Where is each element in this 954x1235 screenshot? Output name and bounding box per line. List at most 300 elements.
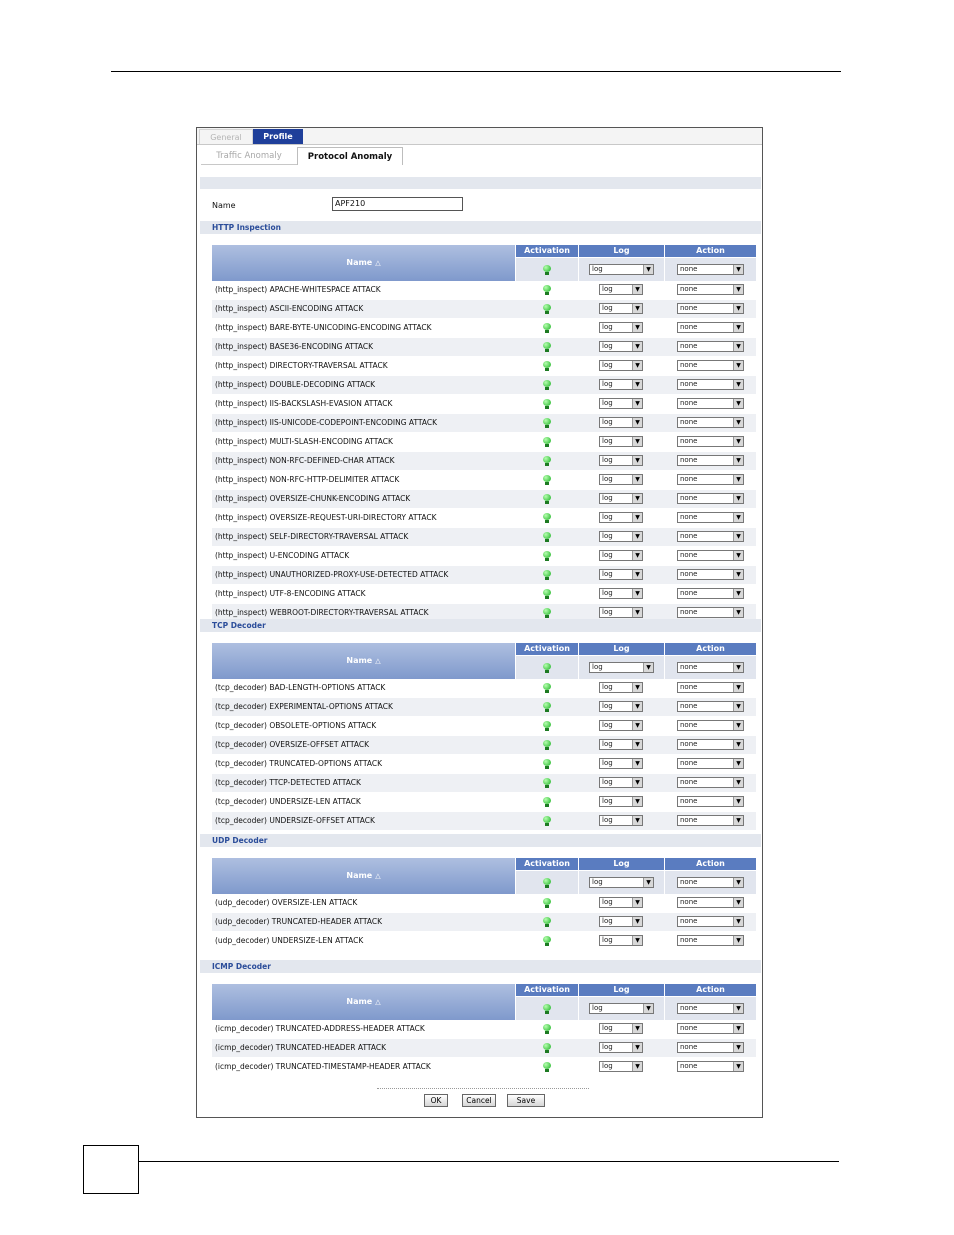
save-button[interactable]: Save (507, 1094, 545, 1107)
action-select[interactable] (677, 284, 744, 295)
log-select[interactable] (599, 607, 643, 618)
log-select-value: log (602, 361, 613, 369)
table-row (212, 774, 756, 793)
ok-button[interactable]: OK (424, 1094, 448, 1107)
chevron-down-icon[interactable]: ▼ (632, 917, 642, 926)
action-select-value: none (680, 342, 698, 350)
action-select[interactable] (677, 758, 744, 769)
action-select[interactable] (677, 607, 744, 618)
chevron-down-icon[interactable]: ▼ (632, 740, 642, 749)
log-select-value: log (602, 936, 613, 944)
table-row (212, 528, 756, 547)
action-all-select[interactable] (677, 662, 744, 673)
log-select[interactable] (599, 739, 643, 750)
activation-icon[interactable] (543, 589, 551, 599)
attack-name: (http_inspect) IIS-BACKSLASH-EVASION ATTACK (215, 399, 393, 408)
action-select[interactable] (677, 916, 744, 927)
bulb-glass (543, 380, 551, 387)
chevron-down-icon[interactable]: ▼ (632, 532, 642, 541)
log-select-value: log (602, 721, 613, 729)
log-select[interactable] (599, 777, 643, 788)
tab-traffic-anomaly[interactable]: Traffic Anomaly (201, 147, 297, 165)
action-all-select[interactable] (677, 264, 744, 275)
log-select-value: log (602, 570, 613, 578)
column-header-name[interactable] (212, 858, 515, 894)
log-select[interactable] (599, 897, 643, 908)
chevron-down-icon[interactable]: ▼ (733, 475, 743, 484)
tab-protocol-anomaly[interactable]: Protocol Anomaly (297, 147, 403, 165)
chevron-down-icon[interactable]: ▼ (632, 304, 642, 313)
section-title: HTTP Inspection (200, 221, 761, 234)
activation-icon[interactable] (543, 1004, 551, 1014)
chevron-down-icon[interactable]: ▼ (643, 663, 653, 672)
log-select[interactable] (599, 398, 643, 409)
log-select[interactable] (599, 474, 643, 485)
activation-icon[interactable] (543, 265, 551, 275)
chevron-down-icon[interactable]: ▼ (733, 1004, 743, 1013)
chevron-down-icon[interactable]: ▼ (632, 608, 642, 617)
action-select[interactable] (677, 796, 744, 807)
attack-name: (tcp_decoder) BAD-LENGTH-OPTIONS ATTACK (215, 683, 386, 692)
table-row (212, 509, 756, 528)
action-select[interactable] (677, 455, 744, 466)
log-select[interactable] (599, 284, 643, 295)
chevron-down-icon[interactable]: ▼ (632, 797, 642, 806)
activation-icon[interactable] (543, 721, 551, 731)
activation-icon[interactable] (543, 683, 551, 693)
bulb-glass (543, 759, 551, 766)
table-row (212, 414, 756, 433)
log-select-value: log (602, 759, 613, 767)
action-select-value: none (680, 608, 698, 616)
chevron-down-icon[interactable]: ▼ (733, 683, 743, 692)
attack-name: (http_inspect) NON-RFC-DEFINED-CHAR ATTACK (215, 456, 395, 465)
sort-ascending-icon[interactable]: △ (375, 872, 381, 880)
chevron-down-icon[interactable]: ▼ (733, 304, 743, 313)
attack-name: (tcp_decoder) OVERSIZE-OFFSET ATTACK (215, 740, 369, 749)
attack-name: (tcp_decoder) TTCP-DETECTED ATTACK (215, 778, 361, 787)
chevron-down-icon[interactable]: ▼ (632, 551, 642, 560)
activation-icon[interactable] (543, 494, 551, 504)
action-select-value: none (680, 1062, 698, 1070)
log-select[interactable] (599, 1042, 643, 1053)
activation-icon[interactable] (543, 418, 551, 428)
chevron-down-icon[interactable]: ▼ (733, 759, 743, 768)
bulb-base (545, 823, 549, 826)
attack-name: (http_inspect) NON-RFC-HTTP-DELIMITER ATTACK (215, 475, 400, 484)
chevron-down-icon[interactable]: ▼ (632, 418, 642, 427)
activation-icon[interactable] (543, 778, 551, 788)
chevron-down-icon[interactable]: ▼ (643, 1004, 653, 1013)
activation-icon[interactable] (543, 380, 551, 390)
chevron-down-icon[interactable]: ▼ (733, 589, 743, 598)
action-select[interactable] (677, 398, 744, 409)
activation-icon[interactable] (543, 1062, 551, 1072)
bulb-glass (543, 1062, 551, 1069)
attack-name: (tcp_decoder) EXPERIMENTAL-OPTIONS ATTACK (215, 702, 393, 711)
chevron-down-icon[interactable]: ▼ (733, 342, 743, 351)
chevron-down-icon[interactable]: ▼ (733, 570, 743, 579)
log-select[interactable] (599, 417, 643, 428)
log-select[interactable] (599, 569, 643, 580)
chevron-down-icon[interactable]: ▼ (733, 513, 743, 522)
chevron-down-icon[interactable]: ▼ (632, 323, 642, 332)
activation-icon[interactable] (543, 1024, 551, 1034)
log-select-value: log (602, 1024, 613, 1032)
chevron-down-icon[interactable]: ▼ (632, 683, 642, 692)
log-select[interactable] (599, 303, 643, 314)
bulb-base (545, 539, 549, 542)
chevron-down-icon[interactable]: ▼ (733, 1062, 743, 1071)
cancel-button[interactable]: Cancel (462, 1094, 496, 1107)
chevron-down-icon[interactable]: ▼ (643, 878, 653, 887)
table-row (212, 717, 756, 736)
chevron-down-icon[interactable]: ▼ (632, 437, 642, 446)
column-header-log: Log (579, 643, 664, 655)
action-select-value: none (680, 456, 698, 464)
activation-icon[interactable] (543, 513, 551, 523)
attack-name: (http_inspect) APACHE-WHITESPACE ATTACK (215, 285, 381, 294)
sub-tab-bar (197, 147, 762, 165)
bulb-glass (543, 494, 551, 501)
log-all-select[interactable] (589, 264, 654, 275)
chevron-down-icon[interactable]: ▼ (632, 494, 642, 503)
chevron-down-icon[interactable]: ▼ (733, 285, 743, 294)
log-select[interactable] (599, 796, 643, 807)
table-row (212, 490, 756, 509)
chevron-down-icon[interactable]: ▼ (632, 721, 642, 730)
activation-icon[interactable] (543, 797, 551, 807)
action-select-value: none (680, 437, 698, 445)
chevron-down-icon[interactable]: ▼ (733, 608, 743, 617)
log-all-select[interactable] (589, 877, 654, 888)
log-select-value: log (602, 608, 613, 616)
column-header-name[interactable] (212, 643, 515, 679)
log-select[interactable] (599, 531, 643, 542)
column-header-name[interactable] (212, 245, 515, 281)
log-select-value: log (602, 740, 613, 748)
table-row (212, 376, 756, 395)
general-section-band (200, 177, 761, 189)
table-row (212, 913, 756, 932)
activation-icon[interactable] (543, 1043, 551, 1053)
log-select-value: log (602, 1043, 613, 1051)
bulb-base (545, 1031, 549, 1034)
activation-icon[interactable] (543, 608, 551, 618)
table-row (212, 698, 756, 717)
column-header-name[interactable] (212, 984, 515, 1020)
column-header-activation: Activation (516, 858, 578, 870)
chevron-down-icon[interactable]: ▼ (632, 778, 642, 787)
bulb-glass (543, 399, 551, 406)
table-row (212, 547, 756, 566)
action-select[interactable] (677, 436, 744, 447)
action-select[interactable] (677, 739, 744, 750)
chevron-down-icon[interactable]: ▼ (733, 399, 743, 408)
activation-icon[interactable] (543, 759, 551, 769)
attack-name: (udp_decoder) TRUNCATED-HEADER ATTACK (215, 917, 383, 926)
chevron-down-icon[interactable]: ▼ (733, 917, 743, 926)
action-select[interactable] (677, 777, 744, 788)
action-select[interactable] (677, 1023, 744, 1034)
activation-icon[interactable] (543, 917, 551, 927)
activation-icon[interactable] (543, 936, 551, 946)
action-select-value: none (680, 1043, 698, 1051)
action-select[interactable] (677, 303, 744, 314)
log-select[interactable] (599, 588, 643, 599)
activation-icon[interactable] (543, 475, 551, 485)
action-all-select[interactable] (677, 1003, 744, 1014)
bulb-base (545, 292, 549, 295)
action-select[interactable] (677, 701, 744, 712)
log-select-value: log (602, 456, 613, 464)
chevron-down-icon[interactable]: ▼ (632, 1062, 642, 1071)
bulb-base (545, 349, 549, 352)
chevron-down-icon[interactable]: ▼ (632, 1043, 642, 1052)
action-select-value: none (680, 797, 698, 805)
chevron-down-icon[interactable]: ▼ (632, 1024, 642, 1033)
bulb-base (545, 690, 549, 693)
attack-name: (http_inspect) IIS-UNICODE-CODEPOINT-ENCODING ATTACK (215, 418, 438, 427)
log-select[interactable] (599, 701, 643, 712)
bulb-glass (543, 1004, 551, 1011)
chevron-down-icon[interactable]: ▼ (733, 361, 743, 370)
chevron-down-icon[interactable]: ▼ (632, 816, 642, 825)
log-select[interactable] (599, 916, 643, 927)
activation-icon[interactable] (543, 285, 551, 295)
chevron-down-icon[interactable]: ▼ (733, 551, 743, 560)
log-select-value: log (602, 917, 613, 925)
chevron-down-icon[interactable]: ▼ (733, 797, 743, 806)
action-select-value: none (680, 285, 698, 293)
attack-table (212, 984, 756, 1077)
attack-name: (http_inspect) BARE-BYTE-UNICODING-ENCODING ATTACK (215, 323, 432, 332)
profile-name-input[interactable]: APF210 (332, 197, 463, 211)
attack-name: (icmp_decoder) TRUNCATED-ADDRESS-HEADER ATTACK (215, 1024, 425, 1033)
log-select[interactable] (599, 455, 643, 466)
log-select[interactable] (599, 758, 643, 769)
action-all-select-value: none (680, 1004, 698, 1012)
activation-icon[interactable] (543, 399, 551, 409)
bulb-base (545, 425, 549, 428)
log-all-select-value: log (592, 1004, 603, 1012)
sort-ascending-icon[interactable]: △ (375, 657, 381, 665)
chevron-down-icon[interactable]: ▼ (733, 418, 743, 427)
bulb-base (545, 520, 549, 523)
chevron-down-icon[interactable]: ▼ (733, 380, 743, 389)
bulb-base (545, 577, 549, 580)
chevron-down-icon[interactable]: ▼ (632, 702, 642, 711)
activation-icon[interactable] (543, 663, 551, 673)
action-select[interactable] (677, 935, 744, 946)
activation-icon[interactable] (543, 570, 551, 580)
log-select[interactable] (599, 1061, 643, 1072)
chevron-down-icon[interactable]: ▼ (733, 1043, 743, 1052)
activation-icon[interactable] (543, 532, 551, 542)
action-select-value: none (680, 1024, 698, 1032)
log-select[interactable] (599, 436, 643, 447)
bulb-base (545, 1050, 549, 1053)
activation-icon[interactable] (543, 740, 551, 750)
chevron-down-icon[interactable]: ▼ (733, 265, 743, 274)
activation-icon[interactable] (543, 878, 551, 888)
table-row (212, 932, 756, 951)
chevron-down-icon[interactable]: ▼ (632, 285, 642, 294)
chevron-down-icon[interactable]: ▼ (632, 399, 642, 408)
log-select[interactable] (599, 815, 643, 826)
action-select[interactable] (677, 379, 744, 390)
log-select[interactable] (599, 493, 643, 504)
chevron-down-icon[interactable]: ▼ (733, 898, 743, 907)
action-all-select-value: none (680, 878, 698, 886)
column-name-label: Name (346, 656, 373, 665)
action-select[interactable] (677, 512, 744, 523)
action-select[interactable] (677, 682, 744, 693)
table-row (212, 894, 756, 913)
bulb-base (545, 387, 549, 390)
bulb-base (545, 482, 549, 485)
activation-icon[interactable] (543, 816, 551, 826)
action-select-value: none (680, 917, 698, 925)
chevron-down-icon[interactable]: ▼ (632, 589, 642, 598)
bulb-glass (543, 475, 551, 482)
column-header-log: Log (579, 858, 664, 870)
action-select[interactable] (677, 1042, 744, 1053)
activation-icon[interactable] (543, 361, 551, 371)
table-row (212, 755, 756, 774)
action-select-value: none (680, 513, 698, 521)
action-select[interactable] (677, 322, 744, 333)
activation-icon[interactable] (543, 437, 551, 447)
table-row (212, 566, 756, 585)
bulb-glass (543, 816, 551, 823)
log-all-select[interactable] (589, 662, 654, 673)
action-select-value: none (680, 936, 698, 944)
activation-icon[interactable] (543, 304, 551, 314)
bulb-base (545, 596, 549, 599)
action-select[interactable] (677, 550, 744, 561)
log-select[interactable] (599, 512, 643, 523)
log-select[interactable] (599, 341, 643, 352)
action-select[interactable] (677, 569, 744, 580)
log-select[interactable] (599, 360, 643, 371)
action-select[interactable] (677, 341, 744, 352)
chevron-down-icon[interactable]: ▼ (632, 456, 642, 465)
chevron-down-icon[interactable]: ▼ (632, 759, 642, 768)
column-name-label: Name (346, 258, 373, 267)
table-row (212, 433, 756, 452)
bulb-glass (543, 456, 551, 463)
table-row (212, 585, 756, 604)
chevron-down-icon[interactable]: ▼ (733, 936, 743, 945)
bulb-glass (543, 418, 551, 425)
attack-name: (http_inspect) OVERSIZE-CHUNK-ENCODING ATTACK (215, 494, 411, 503)
bulb-base (545, 558, 549, 561)
sort-ascending-icon[interactable]: △ (375, 259, 381, 267)
tab-profile[interactable]: Profile (253, 129, 303, 144)
chevron-down-icon[interactable]: ▼ (733, 702, 743, 711)
table-row (212, 395, 756, 414)
log-select-value: log (602, 589, 613, 597)
chevron-down-icon[interactable]: ▼ (733, 663, 743, 672)
sort-ascending-icon[interactable]: △ (375, 998, 381, 1006)
action-select[interactable] (677, 474, 744, 485)
chevron-down-icon[interactable]: ▼ (632, 380, 642, 389)
section-title: ICMP Decoder (200, 960, 761, 973)
chevron-down-icon[interactable]: ▼ (632, 342, 642, 351)
chevron-down-icon[interactable]: ▼ (632, 513, 642, 522)
table-row (212, 452, 756, 471)
action-select-value: none (680, 683, 698, 691)
activation-icon[interactable] (543, 342, 551, 352)
log-select[interactable] (599, 379, 643, 390)
chevron-down-icon[interactable]: ▼ (733, 740, 743, 749)
log-select[interactable] (599, 550, 643, 561)
log-select[interactable] (599, 682, 643, 693)
activation-icon[interactable] (543, 551, 551, 561)
chevron-down-icon[interactable]: ▼ (733, 437, 743, 446)
action-select[interactable] (677, 493, 744, 504)
chevron-down-icon[interactable]: ▼ (632, 570, 642, 579)
log-all-select[interactable] (589, 1003, 654, 1014)
action-select-value: none (680, 589, 698, 597)
chevron-down-icon[interactable]: ▼ (733, 456, 743, 465)
table-header (212, 643, 756, 679)
log-select[interactable] (599, 720, 643, 731)
bulb-base (545, 670, 549, 673)
tab-general[interactable]: General (199, 129, 253, 144)
action-select[interactable] (677, 1061, 744, 1072)
chevron-down-icon[interactable]: ▼ (733, 323, 743, 332)
chevron-down-icon[interactable]: ▼ (632, 936, 642, 945)
activation-icon[interactable] (543, 456, 551, 466)
action-select[interactable] (677, 588, 744, 599)
action-select-value: none (680, 778, 698, 786)
action-select[interactable] (677, 897, 744, 908)
chevron-down-icon[interactable]: ▼ (632, 475, 642, 484)
chevron-down-icon[interactable]: ▼ (733, 721, 743, 730)
action-select[interactable] (677, 531, 744, 542)
chevron-down-icon[interactable]: ▼ (733, 816, 743, 825)
chevron-down-icon[interactable]: ▼ (733, 878, 743, 887)
log-select[interactable] (599, 1023, 643, 1034)
chevron-down-icon[interactable]: ▼ (733, 494, 743, 503)
attack-name: (http_inspect) ASCII-ENCODING ATTACK (215, 304, 364, 313)
log-select[interactable] (599, 935, 643, 946)
bulb-glass (543, 551, 551, 558)
activation-icon[interactable] (543, 898, 551, 908)
action-select[interactable] (677, 417, 744, 428)
action-all-select[interactable] (677, 877, 744, 888)
chevron-down-icon[interactable]: ▼ (632, 898, 642, 907)
action-select-value: none (680, 759, 698, 767)
section-title: TCP Decoder (200, 619, 761, 632)
chevron-down-icon[interactable]: ▼ (733, 778, 743, 787)
action-select[interactable] (677, 720, 744, 731)
chevron-down-icon[interactable]: ▼ (733, 532, 743, 541)
activation-icon[interactable] (543, 702, 551, 712)
bulb-base (545, 1069, 549, 1072)
bulb-glass (543, 898, 551, 905)
activation-icon[interactable] (543, 323, 551, 333)
chevron-down-icon[interactable]: ▼ (632, 361, 642, 370)
action-select[interactable] (677, 815, 744, 826)
chevron-down-icon[interactable]: ▼ (733, 1024, 743, 1033)
page-number-box (83, 1145, 139, 1194)
action-select[interactable] (677, 360, 744, 371)
log-select[interactable] (599, 322, 643, 333)
chevron-down-icon[interactable]: ▼ (643, 265, 653, 274)
